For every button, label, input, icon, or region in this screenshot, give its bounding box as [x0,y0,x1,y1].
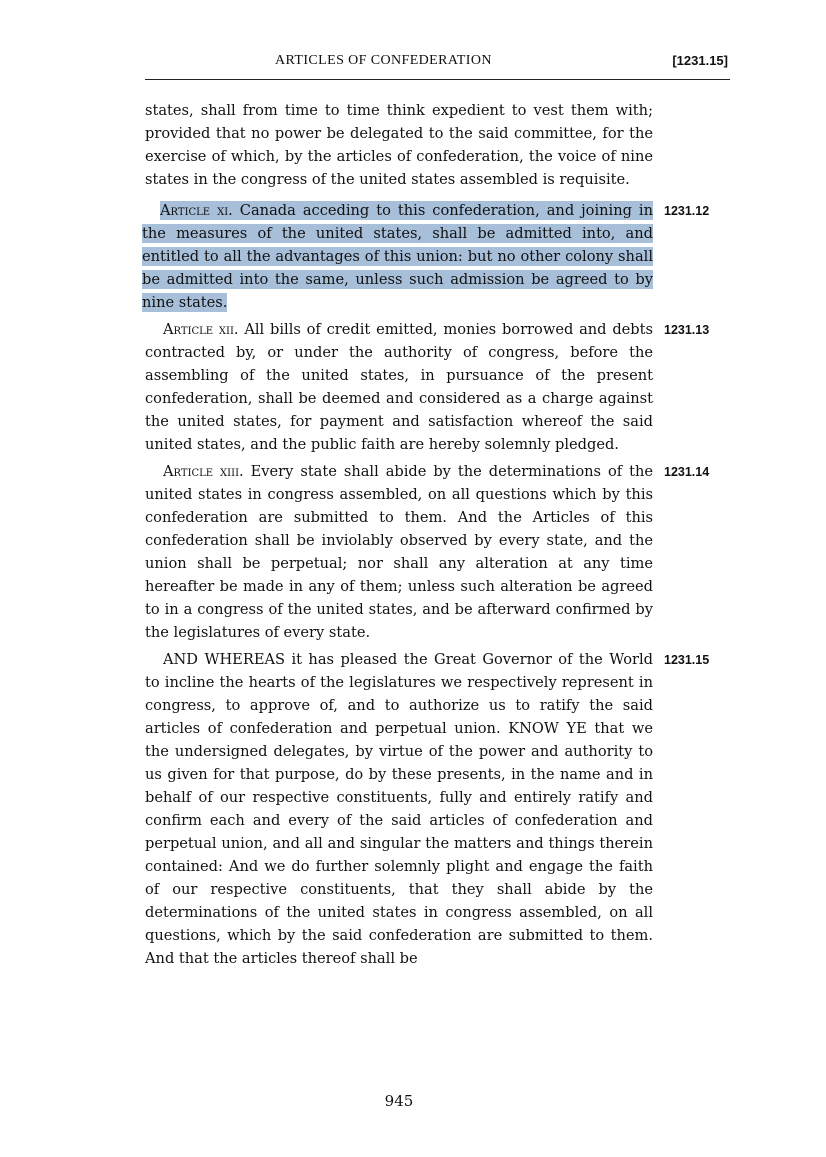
article-xiii-paragraph [145,460,710,644]
article-heading: Article xi. [160,202,233,219]
paragraph-text: All bills of credit emitted, monies borrowed and debts contracted by, or under the authority of congress, before the assembling of the united states, in pursuance of the present confederation, shall be deemed and considered as a charge against the united states, for payment and satisfaction whereof the said united states, and the public faith are hereby solemnly pledged. [145,321,653,453]
article-heading: Article xiii. [163,463,244,480]
paragraph-text: Every state shall abide by the determinations of the united states in congress assembled, on all questions which by this confederation are submitted to them. And the Articles of this confederation shall be inviolably observed by every state, and the union shall be perpetual; nor shall any alteration at any time hereafter be made in any of them; unless such alteration be agreed to in a congress of the united states, and be afterward confirmed by the legislatures of every state. [145,463,653,641]
margin-section-number: 1231.14 [664,465,710,479]
margin-section-number: 1231.13 [664,323,710,337]
article-heading: Article xii. [163,321,239,338]
continuation-paragraph [145,99,653,191]
margin-section-number: 1231.12 [664,204,710,218]
running-header [145,50,730,80]
page-body [142,99,710,974]
running-title: ARTICLES OF CONFEDERATION [275,53,492,68]
ratification-paragraph [145,648,710,970]
paragraph-text: states, shall from time to time think expedient to vest them with; provided that no power be delegated to the said committee, for the exercise of which, by the articles of confederation, the voice of nine states in the congress of the united states assembled is requisite. [145,102,653,188]
margin-section-number: 1231.15 [664,653,710,667]
highlighted-selection[interactable] [142,201,653,312]
article-xii-paragraph [145,318,710,456]
paragraph-text: Canada acceding to this confederation, and joining in the measures of the united states, shall be admitted into, and entitled to all the advantages of this union: but no other colony shall be admitted into the same, unless such admission be agreed to by nine states. [142,202,654,311]
paragraph-text: AND WHEREAS it has pleased the Great Governor of the World to incline the hearts of the legislatures we respectively represent in congress, to approve of, and to authorize us to ratify the said articles of confederation and perpetual union. KNOW YE that we the undersigned delegates, by virtue of the power and authority to us given for that purpose, do by these presents, in the name and in behalf of our respective constituents, fully and entirely ratify and confirm each and every of the said articles of confederation and perpetual union, and all and singular the matters and things therein contained: And we do further solemnly plight and engage the faith of our respective constituents, that they shall abide by the determinations of the united states in congress assembled, on all questions, which by the said confederation are submitted to them. And that the articles thereof shall be [145,651,653,967]
section-reference: [1231.15] [672,53,728,68]
page-number: 945 [384,1092,414,1110]
article-xi-paragraph[interactable] [142,199,710,314]
